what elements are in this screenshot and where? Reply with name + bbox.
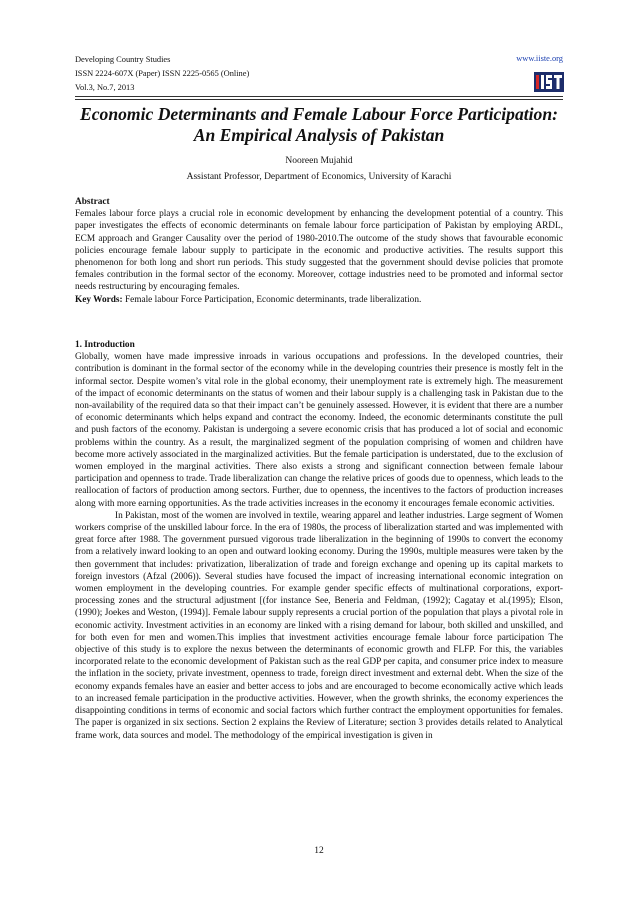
paper-title-line1: Economic Determinants and Female Labour Force Participation: bbox=[80, 104, 558, 124]
introduction-paragraph-2: In Pakistan, most of the women are involved in textile, wearing apparel and leather industries. Large segment of Women workers comprise of the unskilled labour force. In the era of 1980s, the process of liberalization started and was implemented with great force after 1988. The government pursued vigorous trade liberalization in the beginning of 1990s to convert the economy from a relatively inward looking to an open and outward looking economy. During the 1990s, multiple measures were taken by the then government that includes: privatization, liberalization of trade and foreign exchange and opening up its capital markets to foreign investors (Afzal (2006)). Several studies have focused the impact of increasing international economic integration on women employment in the developing countries. For example gender specific effects of multinational corporations, export-processing zones and the structural adjustment [(for instance See, Beneria and Feldman, (1992); Cagatay et al.(1995); Elson, (1990); Joekes and Weston, (1994)]. Female labour supply represents a crucial portion of the population that plays a pivotal role in economic activity. Investment activities in an economy are linked with a rising demand for labour, both skilled and unskilled, and for both even for men and women.This implies that investment activities encourage female labour force participation The objective of this study is to explore the nexus between the determinants of economic growth and FLFP. For this, the variables incorporated relate to the economic development of Pakistan such as the real GDP per capita, and consumer price index to measure the inflation in the society, private investment, openness to trade, foreign direct investment and external debt. When the size of the economy expands females have an easier and better access to jobs and are encouraged to become economically active which leads to an increased female participation in the productive activities. However, when the growth shrinks, the economy experiences the disappointing conditions in terms of economic and social factors which further contract the employment opportunities for females. The paper is organized in six sections. Section 2 explains the Review of Literature; section 3 provides details related to Analytical frame work, data sources and model. The methodology of the empirical investigation is given in bbox=[75, 510, 563, 741]
paper-title bbox=[70, 104, 568, 146]
page-number: 12 bbox=[314, 846, 324, 856]
paper-title-line2: An Empirical Analysis of Pakistan bbox=[193, 125, 445, 145]
journal-name: Developing Country Studies bbox=[75, 55, 171, 64]
abstract-section bbox=[75, 196, 563, 306]
header-rule-top bbox=[75, 96, 563, 97]
introduction-paragraph-1: Globally, women have made impressive inroads in various occupations and professions. In the developed countries, their contribution is dominant in the formal sector of the economy while in the developing countries their presence is mostly felt in the informal sector. Despite women’s vital role in the global economy, their unemployment rate is extremely high. The measurement of the impact of economic determinants on the status of women and their labour supply is a challenging task in Pakistan due to the non-availability of the required data so that their impact can’t be genuinely assessed. However, it is evident that there are a number of economic determinants which helps expand and contract the economy. Indeed, the economic determinants constitute the pull and push factors of the economy. Pakistan is undergoing a severe economic crisis that has produced a lot of social and economic problems within the country. As a result, the marginalized segment of the population comprising of women and children have become more actively associated in the marginalized activities. But the female participation is understated, due to the exclusion of women employed in the marginal activities. There also exists a strong and significant connection between female labour participation and openness to trade. Trade liberalization can change the relative prices of goods due to openness, which leads to the reallocation of factors of production among sectors. Further, due to openness, the incentives to the factors of production increases along with more earning opportunities. As the trade activities increases in the economy it encourages female economic activities. bbox=[75, 352, 563, 509]
keywords-text: Female labour Force Participation, Economic determinants, trade liberalization. bbox=[124, 294, 422, 305]
author-affiliation: Assistant Professor, Department of Economics, University of Karachi bbox=[186, 172, 452, 182]
keywords-line bbox=[75, 294, 563, 306]
introduction-heading: 1. Introduction bbox=[75, 340, 135, 350]
journal-volume: Vol.3, No.7, 2013 bbox=[75, 83, 135, 92]
abstract-text: Females labour force plays a crucial role in economic development by enhancing the development potential of a country. This paper investigates the effects of economic determinants on female labour force participation of Pakistan by employing ARDL, ECM approach and Granger Causality over the period of 1980-2010.The outcome of the study shows that favourable economic policies encourage female labour supply to participate in the economic and productive activities. The results support this phenomenon for both long and short run periods. This study suggested that the government should devise policies that promote females contribution in the formal sector of the economy. Moreover, cottage industries need to be promoted and informal sector needs restructuring by encouraging females. bbox=[75, 209, 563, 293]
introduction-section bbox=[75, 339, 563, 742]
iiste-logo bbox=[534, 72, 564, 92]
header-rule-bottom bbox=[75, 99, 563, 100]
journal-issn: ISSN 2224-607X (Paper) ISSN 2225-0565 (Online) bbox=[75, 69, 250, 78]
keywords-label: Key Words: bbox=[75, 294, 123, 305]
author-name: Nooreen Mujahid bbox=[285, 156, 353, 166]
abstract-heading: Abstract bbox=[75, 197, 110, 207]
journal-url-link[interactable]: www.iiste.org bbox=[516, 54, 563, 63]
